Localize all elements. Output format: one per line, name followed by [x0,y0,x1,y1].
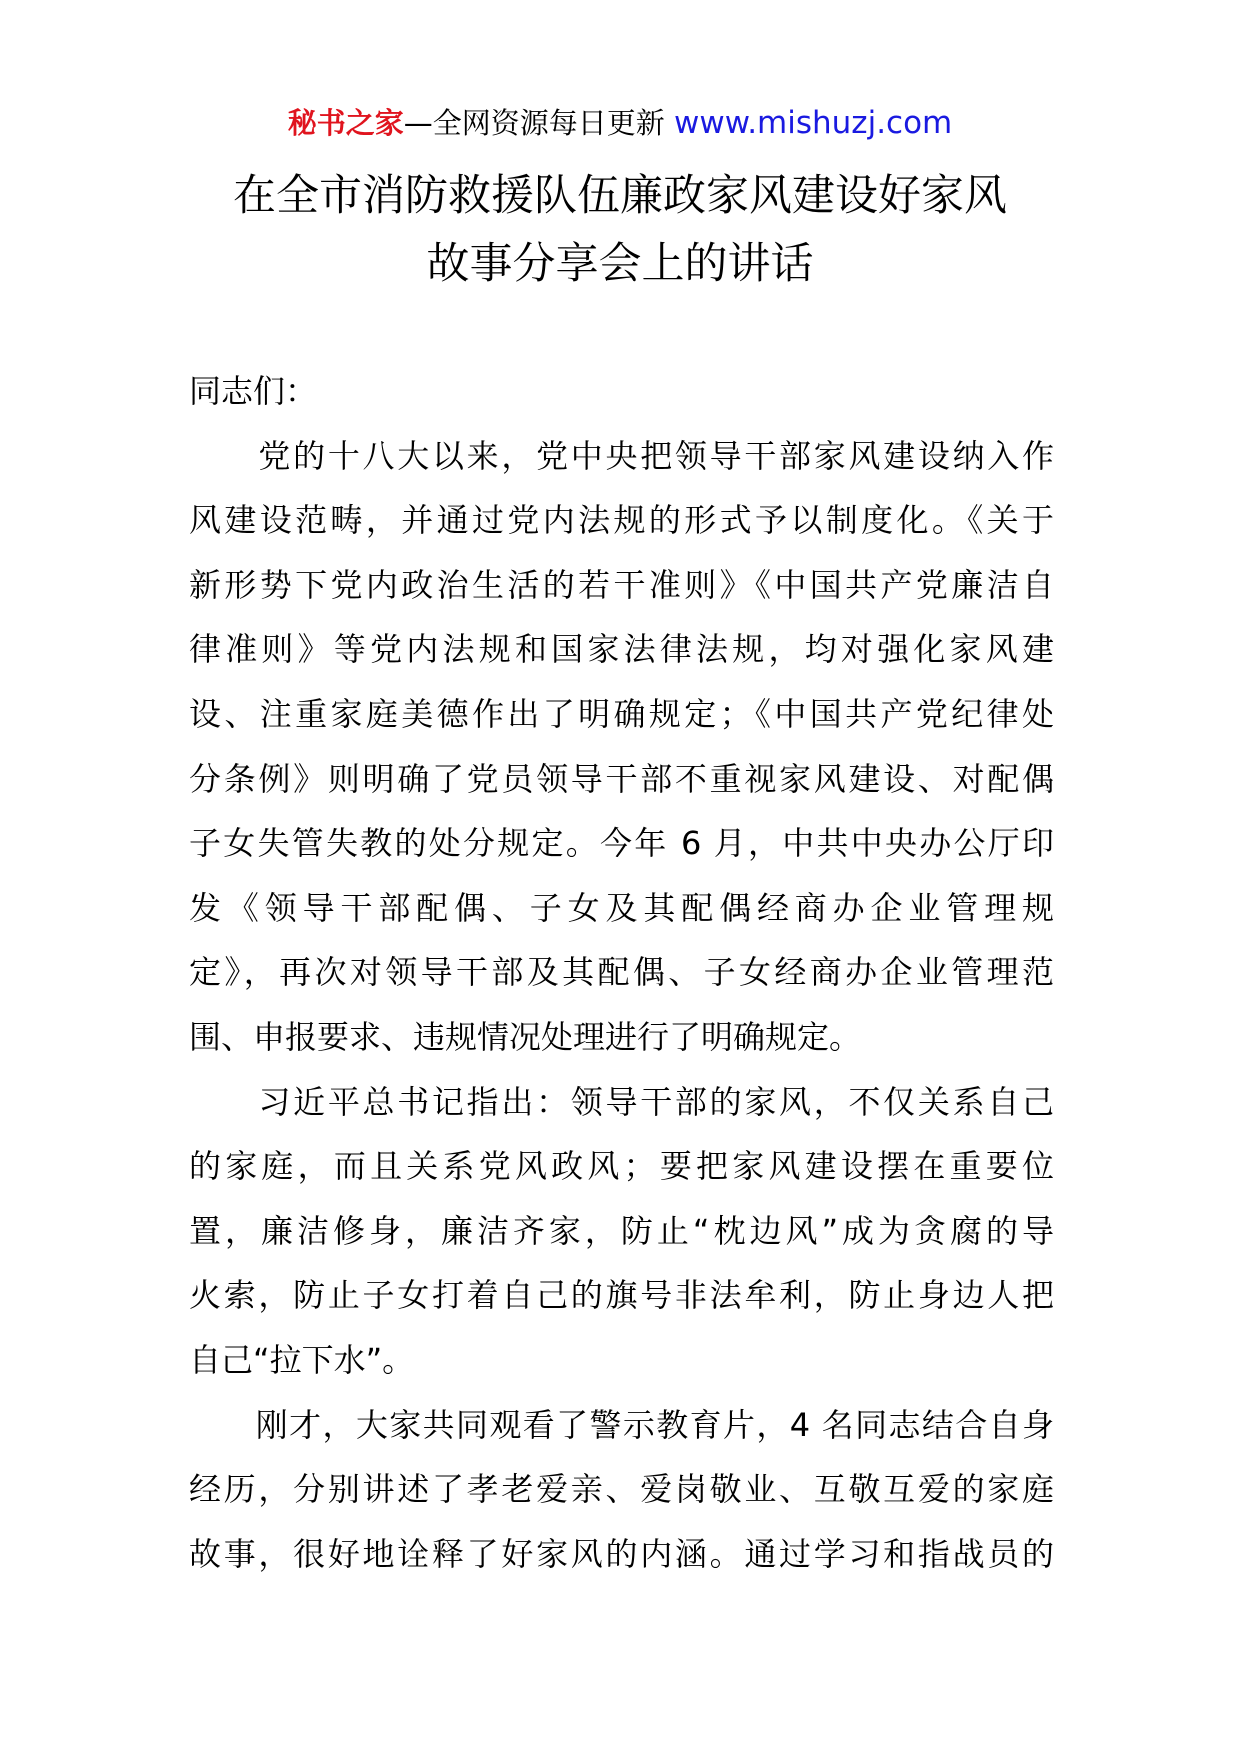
text-line: 故事，很好地诠释了好家风的内涵。通过学习和指战员的 [189,1534,1054,1573]
brand-name: 秘书之家 [287,106,404,140]
site-url-link[interactable]: www.mishuzj.com [673,105,953,141]
text-line: 风建设范畴，并通过党内法规的形式予以制度化。《关于 [189,501,1054,540]
salutation: 同志们： [189,372,318,410]
text-line: 子女失管失教的处分规定。今年 6 月，中共中央办公厅印 [189,824,1054,863]
text-line: 的家庭，而且关系党风政风；要把家风建设摆在重要位 [189,1147,1054,1186]
text-line: 设、注重家庭美德作出了明确规定；《中国共产党纪律处 [189,694,1054,733]
document-body [189,359,1054,1586]
text-line: 置，廉洁修身，廉洁齐家，防止“枕边风”成为贪腐的导 [189,1211,1054,1250]
text-line: 新形势下党内政治生活的若干准则》《中国共产党廉洁自 [189,565,1054,604]
title-line: 故事分享会上的讲话 [426,239,814,289]
text-line: 自己“拉下水”。 [189,1340,415,1379]
text-line: 定》，再次对领导干部及其配偶、子女经商办企业管理范 [189,953,1054,992]
text-line: 律准则》等党内法规和国家法律法规，均对强化家风建 [189,630,1054,669]
text-line: 围、申报要求、违规情况处理进行了明确规定。 [189,1017,862,1056]
title-line: 在全市消防救援队伍廉政家风建设好家风 [233,171,1007,221]
text-line: 习近平总书记指出：领导干部的家风，不仅关系自己 [189,1082,1054,1121]
site-header [0,103,1240,143]
text-line: 党的十八大以来，党中央把领导干部家风建设纳入作 [189,436,1054,475]
text-line: 发《领导干部配偶、子女及其配偶经商办企业管理规 [189,888,1054,927]
text-line: 刚才，大家共同观看了警示教育片，4 名同志结合自身 [189,1405,1054,1444]
text-line: 经历，分别讲述了孝老爱亲、爱岗敬业、互敬互爱的家庭 [189,1470,1054,1509]
text-line: 火索，防止子女打着自己的旗号非法牟利，防止身边人把 [189,1276,1054,1315]
document-title [0,162,1240,298]
text-line: 分条例》则明确了党员领导干部不重视家风建设、对配偶 [189,759,1054,798]
header-tagline: —全网资源每日更新 [403,106,665,140]
